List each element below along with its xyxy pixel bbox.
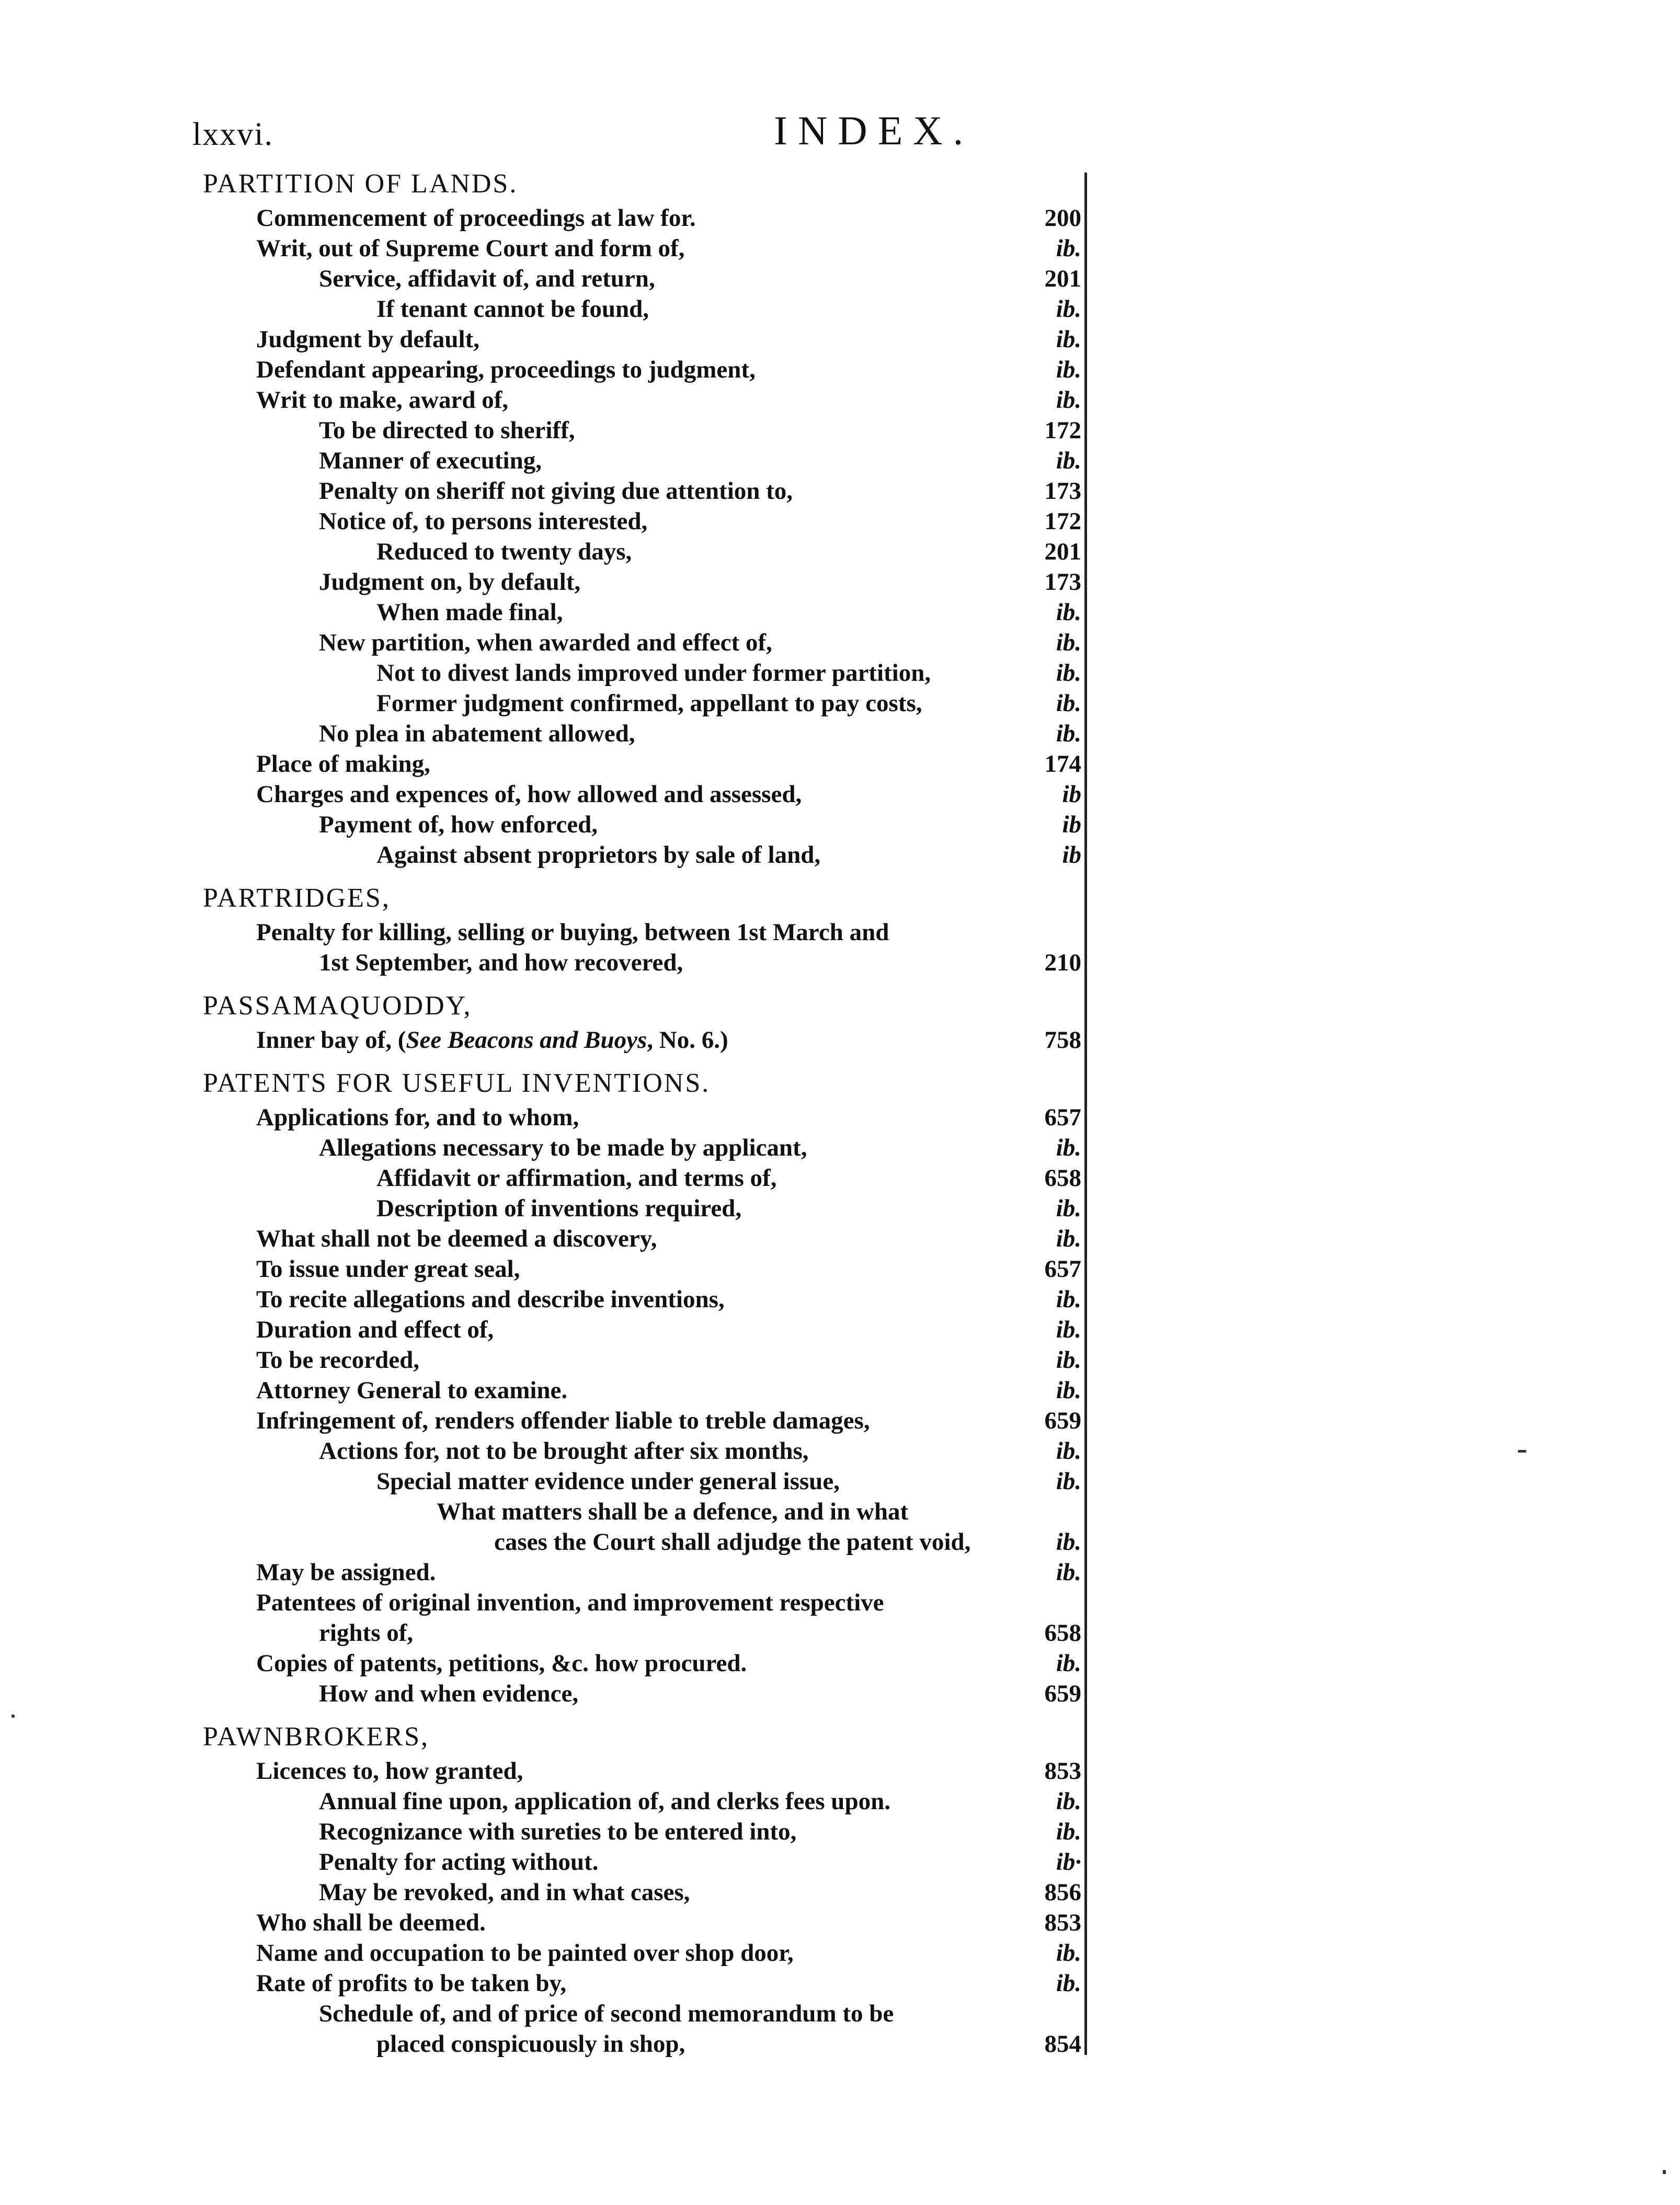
index-entry: Penalty on sheriff not giving due attention to, 173 [319,477,1081,505]
page-number: lxxvi. [192,117,273,152]
index-entry: Writ, out of Supreme Court and form of, ib. [256,235,1081,262]
index-entry: Affidavit or affirmation, and terms of, 658 [376,1164,1081,1192]
index-entry: If tenant cannot be found, ib. [376,295,1081,323]
index-entry: Service, affidavit of, and return, 201 [319,265,1081,292]
index-entry: No plea in abatement allowed, ib. [319,720,1081,747]
index-entry: To issue under great seal, 657 [256,1255,1081,1283]
section-heading: PATENTS FOR USEFUL INVENTIONS. [203,1068,711,1098]
index-entry: Attorney General to examine. ib. [256,1377,1081,1404]
index-entry: Actions for, not to be brought after six months, ib. [319,1437,1081,1465]
index-entry: Penalty for acting without. ib· [319,1848,1081,1876]
index-entry: Duration and effect of, ib. [256,1316,1081,1343]
index-entry: Licences to, how granted, 853 [256,1757,1081,1785]
index-entry: Reduced to twenty days, 201 [376,538,1081,565]
index-entry: Judgment by default, ib. [256,326,1081,353]
index-entry: What matters shall be a defence, and in what [437,1498,909,1525]
index-entry: When made final, ib. [376,599,1081,626]
index-entry: Not to divest lands improved under former partition, ib. [376,659,1081,687]
index-entry: Description of inventions required, ib. [376,1195,1081,1222]
index-entry: Defendant appearing, proceedings to judgment, ib. [256,356,1081,383]
index-entry: Annual fine upon, application of, and clerks fees upon. ib. [319,1788,1081,1815]
index-entry: Applications for, and to whom, 657 [256,1104,1081,1131]
index-entry: 1st September, and how recovered, 210 [319,949,1081,976]
scan-speck [1663,2170,1666,2174]
index-entry: placed conspicuously in shop, 854 [376,2030,1081,2058]
index-entry: May be revoked, and in what cases, 856 [319,1879,1081,1906]
scan-speck [1518,1450,1526,1453]
section-heading: PAWNBROKERS, [203,1722,430,1752]
index-entry: Former judgment confirmed, appellant to pay costs, ib. [376,690,1081,717]
index-entry: cases the Court shall adjudge the patent void, ib. [494,1528,1081,1556]
index-entry: To recite allegations and describe inventions, ib. [256,1286,1081,1313]
section-heading: PARTRIDGES, [203,883,391,913]
index-entry: How and when evidence, 659 [319,1680,1081,1707]
index-entry: Recognizance with sureties to be entered into, ib. [319,1818,1081,1845]
index-entry: Payment of, how enforced, ib [319,811,1081,838]
index-entry: New partition, when awarded and effect of, ib. [319,629,1081,656]
index-entry: Schedule of, and of price of second memorandum to be [319,2000,894,2027]
index-entry: May be assigned. ib. [256,1559,1081,1586]
index-entry: Commencement of proceedings at law for. 200 [256,204,1081,232]
index-entry: What shall not be deemed a discovery, ib. [256,1225,1081,1252]
section-heading: PASSAMAQUODDY, [203,991,472,1021]
index-entry: Manner of executing, ib. [319,447,1081,474]
index-entry: Place of making, 174 [256,750,1081,778]
index-entry: Special matter evidence under general issue, ib. [376,1468,1081,1495]
index-entry: Allegations necessary to be made by applicant, ib. [319,1134,1081,1161]
index-entry: Against absent proprietors by sale of land, ib [376,841,1081,869]
index-entry: Who shall be deemed. 853 [256,1909,1081,1936]
index-entry: Penalty for killing, selling or buying, between 1st March and [256,919,889,946]
section-heading: PARTITION OF LANDS. [203,169,518,199]
index-entry: rights of, 658 [319,1619,1081,1647]
index-entries [0,166,1680,2057]
page-title: INDEX. [774,108,974,153]
index-entry: Writ to make, award of, ib. [256,386,1081,414]
index-entry: Charges and expences of, how allowed and assessed, ib [256,781,1081,808]
index-entry: Patentees of original invention, and improvement respective [256,1589,884,1616]
index-entry: Judgment on, by default, 173 [319,568,1081,596]
index-entry: Notice of, to persons interested, 172 [319,508,1081,535]
index-entry: Copies of patents, petitions, &c. how procured. ib. [256,1650,1081,1677]
index-entry: To be recorded, ib. [256,1346,1081,1374]
index-entry: Inner bay of, (See Beacons and Buoys, No. 6.) 758 [256,1026,1081,1054]
scan-speck [12,1715,15,1718]
index-entry: Infringement of, renders offender liable to treble damages, 659 [256,1407,1081,1434]
index-entry: To be directed to sheriff, 172 [319,417,1081,444]
index-entry: Rate of profits to be taken by, ib. [256,1970,1081,1997]
index-entry: Name and occupation to be painted over shop door, ib. [256,1939,1081,1967]
